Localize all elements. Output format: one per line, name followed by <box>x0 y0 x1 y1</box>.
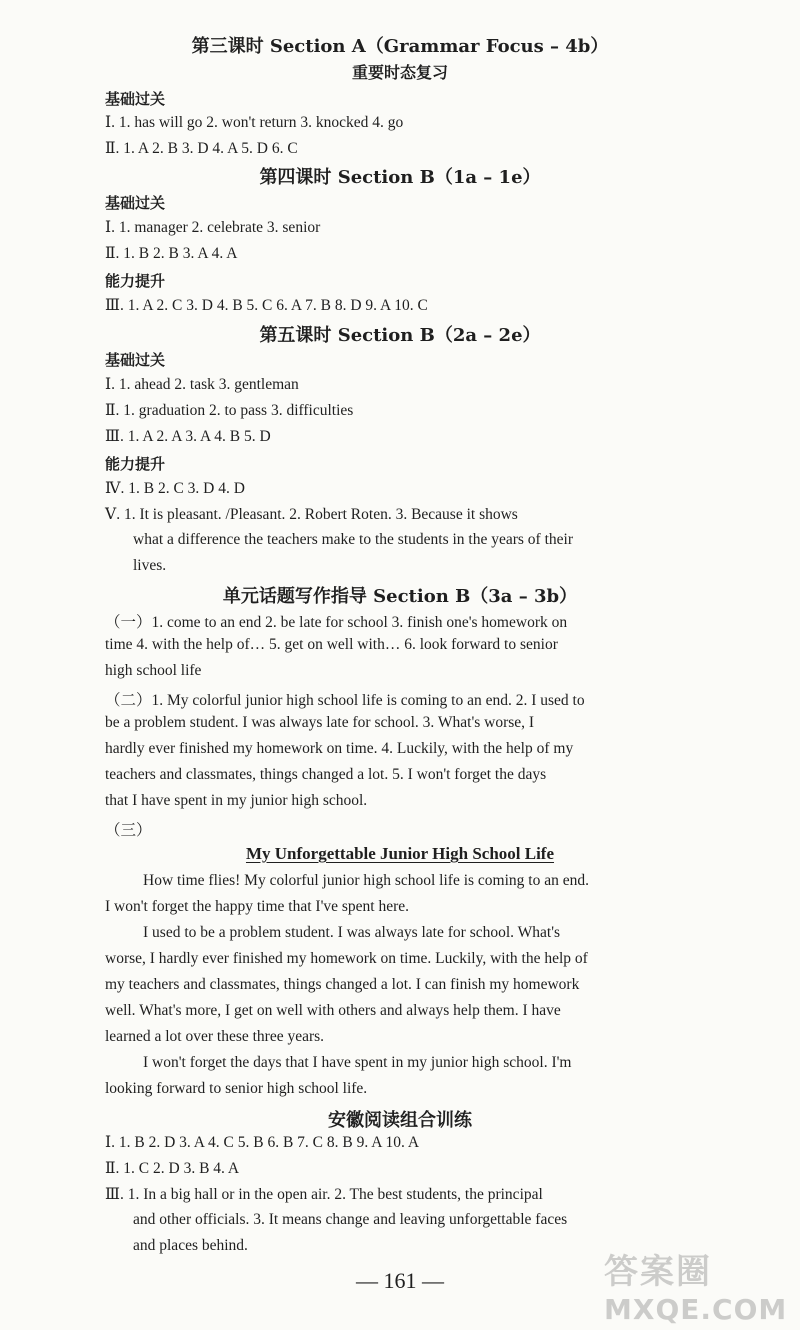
writing-line: （二）1. My colorful junior high school life is coming to an end. 2. I used to <box>105 692 585 709</box>
essay-line: I used to be a problem student. I was always late for school. What's <box>143 924 561 941</box>
reading-heading: 安徽阅读组合训练 <box>328 1110 472 1131</box>
writing-line: time 4. with the help of… 5. get on well with… 6. look forward to senior <box>105 636 558 653</box>
essay-line: How time flies! My colorful junior high school life is coming to an end. <box>143 872 589 889</box>
answer-line: lives. <box>133 557 167 574</box>
writing-guide-heading: 单元话题写作指导 Section B（3a – 3b） <box>222 586 578 607</box>
watermark-logo: 答案圈 <box>604 1252 712 1292</box>
reading-line: and other officials. 3. It means change and leaving unforgettable faces <box>133 1211 568 1228</box>
lesson5-heading: 第五课时 Section B（2a – 2e） <box>259 325 541 346</box>
lesson4-heading: 第四课时 Section B（1a – 1e） <box>259 167 541 188</box>
writing-line: that I have spent in my junior high school. <box>105 792 368 809</box>
essay-line: my teachers and classmates, things changed a lot. I can finish my homework <box>105 976 580 993</box>
lesson3-subheading: 重要时态复习 <box>351 63 448 82</box>
answer-line: Ⅰ. 1. has will go 2. won't return 3. knocked 4. go <box>105 114 404 131</box>
writing-line: be a problem student. I was always late for school. 3. What's worse, I <box>105 714 535 731</box>
essay-line: worse, I hardly ever finished my homework on time. Luckily, with the help of <box>105 950 588 967</box>
writing-line: （三） <box>105 822 152 839</box>
answer-line: Ⅰ. 1. ahead 2. task 3. gentleman <box>105 376 299 393</box>
answer-line: Ⅲ. 1. A 2. C 3. D 4. B 5. C 6. A 7. B 8. D 9. A 10. C <box>105 297 428 314</box>
essay-line: I won't forget the days that I have spent in my junior high school. I'm <box>143 1054 572 1071</box>
answer-line: Ⅳ. 1. B 2. C 3. D 4. D <box>105 480 245 497</box>
answer-line: Ⅱ. 1. B 2. B 3. A 4. A <box>105 245 238 262</box>
reading-line: Ⅰ. 1. B 2. D 3. A 4. C 5. B 6. B 7. C 8. B 9. A 10. A <box>105 1134 420 1151</box>
site-watermark <box>604 1244 794 1326</box>
answer-line: Ⅱ. 1. graduation 2. to pass 3. difficulties <box>105 402 354 419</box>
essay-line: looking forward to senior high school life. <box>105 1080 368 1097</box>
essay-title: My Unforgettable Junior High School Life <box>245 844 555 863</box>
reading-line: Ⅱ. 1. C 2. D 3. B 4. A <box>105 1160 240 1177</box>
essay-line: well. What's more, I get on well with others and always help them. I have <box>105 1002 561 1019</box>
watermark-url: MXQE.COM <box>604 1293 788 1326</box>
page-number: — 161 — <box>356 1268 444 1293</box>
section-label: 能力提升 <box>105 272 166 290</box>
section-label: 基础过关 <box>105 194 166 212</box>
writing-line: （一）1. come to an end 2. be late for school 3. finish one's homework on <box>105 614 568 631</box>
answer-line: what a difference the teachers make to the students in the years of their <box>133 531 573 548</box>
reading-line: Ⅲ. 1. In a big hall or in the open air. 2. The best students, the principal <box>105 1186 543 1203</box>
section-label: 基础过关 <box>105 90 166 108</box>
answer-line: Ⅴ. 1. It is pleasant. /Pleasant. 2. Robert Roten. 3. Because it shows <box>105 506 518 523</box>
section-label: 基础过关 <box>105 351 166 369</box>
answer-line: Ⅲ. 1. A 2. A 3. A 4. B 5. D <box>105 428 271 445</box>
lesson3-heading: 第三课时 Section A（Grammar Focus – 4b） <box>191 36 609 57</box>
answer-line: Ⅱ. 1. A 2. B 3. D 4. A 5. D 6. C <box>105 140 298 157</box>
answer-line: Ⅰ. 1. manager 2. celebrate 3. senior <box>105 219 321 236</box>
section-label: 能力提升 <box>105 455 166 473</box>
writing-line: high school life <box>105 662 202 679</box>
writing-line: teachers and classmates, things changed a lot. 5. I won't forget the days <box>105 766 547 783</box>
essay-line: I won't forget the happy time that I've spent here. <box>105 898 410 915</box>
writing-line: hardly ever finished my homework on time. 4. Luckily, with the help of my <box>105 740 574 757</box>
essay-line: learned a lot over these three years. <box>105 1028 325 1045</box>
reading-line: and places behind. <box>133 1237 248 1254</box>
